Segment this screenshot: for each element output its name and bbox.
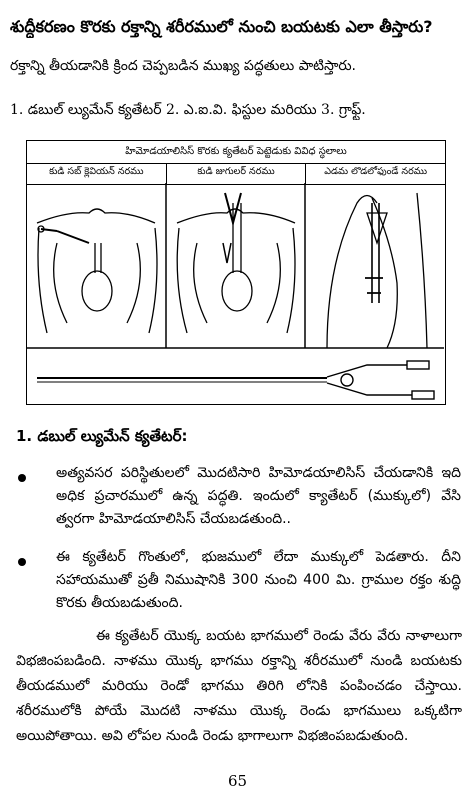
catheter-placement-figure	[26, 140, 446, 405]
section-heading: 1. డబుల్ ల్యుమేన్ క్యతేటర్:	[16, 427, 188, 445]
figure-column-label: కుడి జుగులర్ నరము	[166, 164, 306, 184]
list-item-text: ఈ క్యతేటర్ గొంతులో, భుజములో లేదా ముక్కులో పెడతారు. దీని సహాయముతో ప్రతీ నిముషానికి 300 నుంచి 400 మి. గ్రాముల రక్తం శుద్ధి కొరకు తీయబడుతుంది.	[56, 549, 461, 611]
page-heading: శుద్దీకరణం కొరకు రక్తాన్ని శరీరములో నుంచి బయటకు ఎలా తీస్తారు?	[10, 17, 433, 36]
page-number: 65	[227, 772, 248, 790]
bullet-icon	[18, 474, 26, 482]
figure-column-label: ఎడమ లొడలోఫుండే నరము	[305, 164, 445, 184]
list-item-text: అత్యవసర పరిస్థితులలో మొదటిసారి హిమోడయాలిసిస్ చేయడానికి ఇది అధిక ప్రచారములో ఉన్న పద్ధతి. ఇందులో క్యాతేటర్ (ముక్కులో) వేసి త్వరగా హిమోడయాలిసిస్ చేయబడతుంది..	[56, 465, 461, 527]
catheter-illustration	[27, 183, 444, 403]
body-paragraph: ఈ క్యతేటర్ యొక్క బయట భాగములో రెండు వేరు వేరు నాళాలుగా విభజింపబడింది. నాళము యొక్క భాగము రక్తాన్ని శరీరములో నుండి బయటకు తీయడములో మరియు రెండో భాగము తిరిగి లోనికి పంపించడం చేస్తాయి. శరీరములోకి పోయే మొదటి నాళము యొక్క రెండు భాగములు ఒక్కటిగా అయిపోతాయి. అవి లోపల నుండి రెండు భాగాలుగా విభజింపబడుతుంది.	[16, 628, 462, 744]
catheter-device-drawing	[37, 361, 434, 399]
jugular-torso-drawing	[177, 193, 295, 333]
subclavian-torso-drawing	[37, 209, 157, 333]
figure-header: హిమోడయాలిసిస్ కొరకు క్యతేటర్ పెట్టెడుకు వివిధ స్ధలాలు	[27, 141, 445, 164]
intro-text: రక్తాన్ని తీయడానికి క్రింద చెప్పబడిన ముఖ్య పద్ధతులు పాటిస్తారు.	[10, 58, 356, 74]
bullet-icon	[18, 558, 26, 566]
figure-column-labels	[27, 164, 445, 185]
methods-list: 1. డబుల్ ల్యుమేన్ క్యతేటర్ 2. ఎ.ఐ.వి. ఫిస్టుల మరియు 3. గ్రాఫ్ట్.	[10, 102, 366, 118]
figure-column-label: కుడి సబ్ క్లెవియన్ నరము	[49, 166, 144, 177]
femoral-leg-drawing	[327, 193, 427, 348]
